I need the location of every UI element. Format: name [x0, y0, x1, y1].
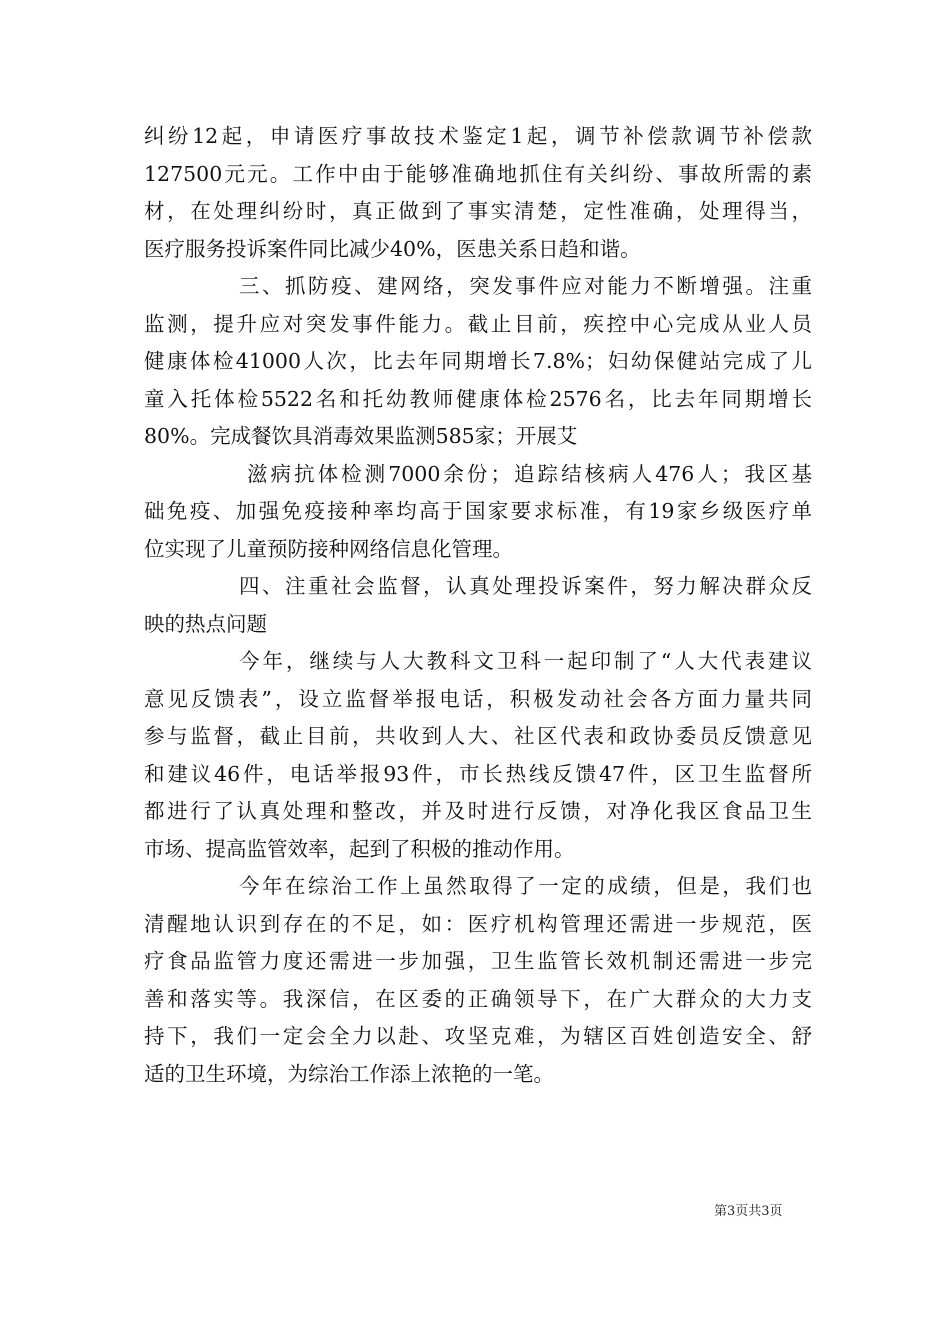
text-line: 疗食品监管力度还需进一步加强，卫生监管长效机制还需进一步完 — [144, 949, 812, 973]
text-line: 和建议46件，电话举报93件，市长热线反馈47件，区卫生监督所 — [144, 761, 812, 786]
text-line: 础免疫、加强免疫接种率均高于国家要求标准，有19家乡级医疗单 — [144, 499, 812, 523]
text-line: 今年在综治工作上虽然取得了一定的成绩，但是，我们也 — [239, 874, 812, 898]
text-line: 清醒地认识到存在的不足，如：医疗机构管理还需进一步规范，医 — [144, 911, 812, 936]
text-line: 医疗服务投诉案件同比减少40%，医患关系日趋和谐。 — [144, 236, 641, 261]
paragraph-social-supervision-heading — [144, 568, 812, 643]
paragraph-epidemic-prevention — [144, 268, 812, 456]
paragraph-dispute-results — [144, 118, 812, 268]
text-line: 映的热点问题 — [144, 611, 267, 636]
text-line: 参与监督，截止目前，共收到人大、社区代表和政协委员反馈意见 — [144, 724, 812, 748]
text-line: 适的卫生环境，为综治工作添上浓艳的一笔。 — [144, 1061, 554, 1086]
text-line: 四、注重社会监督，认真处理投诉案件，努力解决群众反 — [239, 574, 812, 598]
text-line: 持下，我们一定会全力以赴、攻坚克难，为辖区百姓创造安全、舒 — [144, 1024, 812, 1048]
page-number-footer: 第3页共3页 — [714, 1204, 783, 1219]
text-line: 127500元元。工作中由于能够准确地抓住有关纠纷、事故所需的素 — [144, 161, 812, 186]
text-line: 都进行了认真处理和整改，并及时进行反馈，对净化我区食品卫生 — [144, 799, 812, 823]
paragraph-conclusion — [144, 868, 812, 1093]
document-body — [144, 118, 812, 1093]
text-line: 监测，提升应对突发事件能力。截止目前，疾控中心完成从业人员 — [144, 311, 812, 336]
text-line: 今年，继续与人大教科文卫科一起印制了“人大代表建议 — [239, 649, 812, 673]
paragraph-supervision-details — [144, 643, 812, 868]
text-line: 纠纷12起，申请医疗事故技术鉴定1起，调节补偿款调节补偿款 — [144, 124, 812, 148]
paragraph-aids-testing — [144, 456, 812, 569]
text-line: 位实现了儿童预防接种网络信息化管理。 — [144, 536, 513, 561]
text-line: 意见反馈表”，设立监督举报电话，积极发动社会各方面力量共同 — [144, 686, 812, 711]
text-line: 童入托体检5522名和托幼教师健康体检2576名，比去年同期增长 — [144, 386, 812, 411]
text-line: 80%。完成餐饮具消毒效果监测585家；开展艾 — [144, 424, 578, 448]
text-line: 健康体检41000人次，比去年同期增长7.8%；妇幼保健站完成了儿 — [144, 349, 812, 373]
text-line: 善和落实等。我深信，在区委的正确领导下，在广大群众的大力支 — [144, 986, 812, 1011]
text-line: 材，在处理纠纷时，真正做到了事实清楚，定性准确，处理得当， — [144, 199, 812, 223]
text-line: 三、抓防疫、建网络，突发事件应对能力不断增强。注重 — [239, 274, 812, 298]
text-line: 市场、提高监管效率，起到了积极的推动作用。 — [144, 836, 575, 861]
text-line: 滋病抗体检测7000余份；追踪结核病人476人；我区基 — [247, 461, 812, 486]
